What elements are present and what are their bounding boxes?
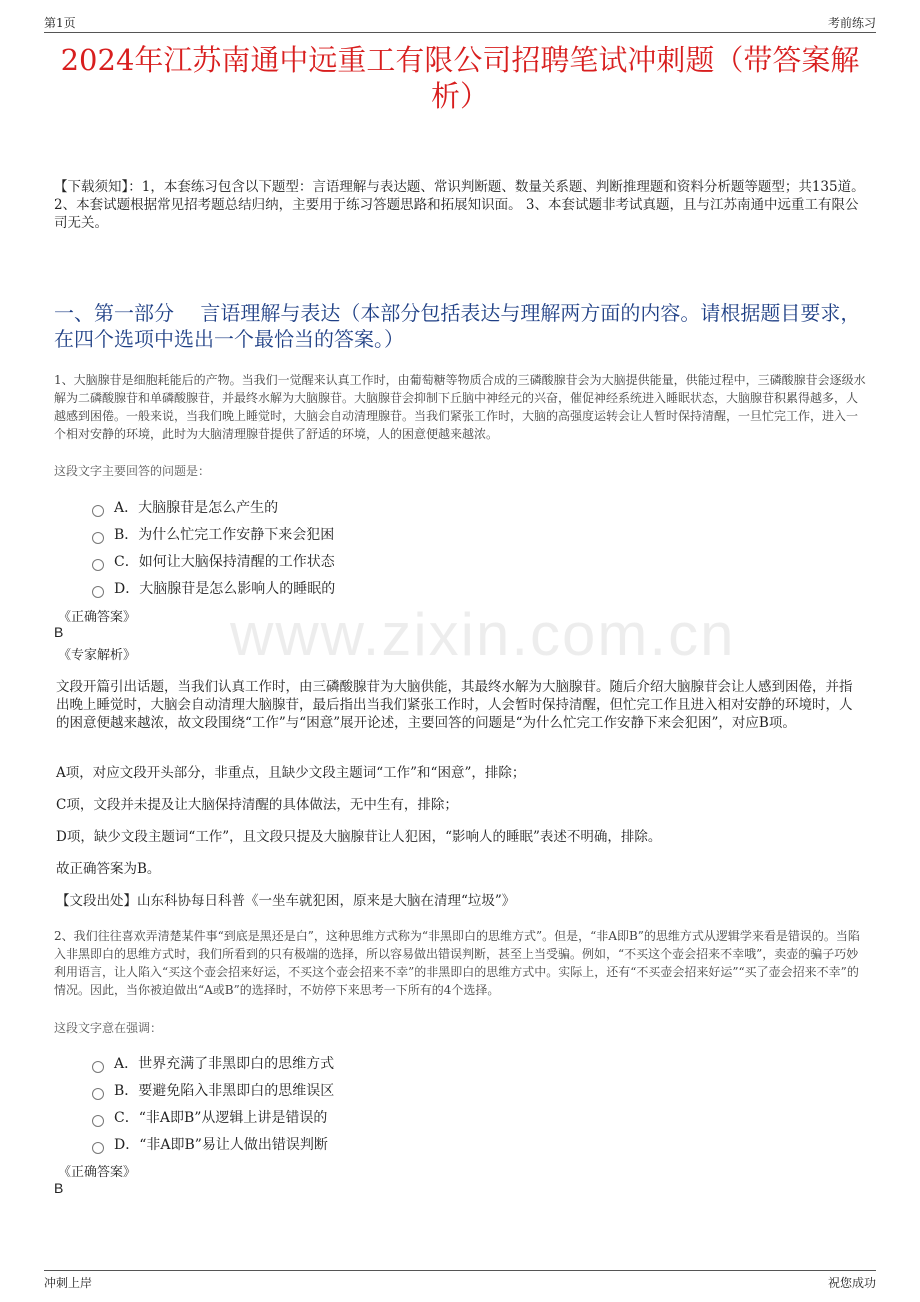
header-label: 考前练习 xyxy=(827,16,876,30)
section-heading: 一、第一部分 言语理解与表达（本部分包括表达与理解两方面的内容。请根据题目要求，在四个选项中选出一个最恰当的答案。） xyxy=(54,301,861,351)
answer-tag: 《正确答案》 xyxy=(58,1165,137,1180)
page-footer xyxy=(44,1270,876,1291)
question-2-prompt: 这段文字意在强调： xyxy=(54,1021,163,1035)
option-label: B．为什么忙完工作安静下来会犯困 xyxy=(114,526,335,543)
answer-value: B xyxy=(54,1180,64,1196)
download-notice: 【下载须知】：1，本套练习包含以下题型：言语理解与表达题、常识判断题、数量关系题、判断推理题和资料分析题等题型；共135道。 2、本套试题根据常见招考题总结归纳，主要用于练习答题思路和拓展知识面。 3、本套试题非考试真题，且与江苏南通中远重工有限公司无关。 xyxy=(54,179,865,231)
option-b[interactable] xyxy=(92,521,335,548)
page-header xyxy=(44,12,876,33)
question-2-options xyxy=(92,1050,334,1158)
radio-icon[interactable] xyxy=(92,1142,104,1154)
option-label: B．要避免陷入非黑即白的思维误区 xyxy=(114,1082,335,1099)
analysis-note: D项，缺少文段主题词“工作”，且文段只提及大脑腺苷让人犯困，“影响人的睡眠”表述不明确，排除。 xyxy=(56,829,662,845)
option-label: D．大脑腺苷是怎么影响人的睡眠的 xyxy=(114,580,336,597)
option-a[interactable] xyxy=(92,494,335,521)
analysis-tag: 《专家解析》 xyxy=(58,648,137,663)
radio-icon[interactable] xyxy=(92,559,104,571)
radio-icon[interactable] xyxy=(92,586,104,598)
watermark: www.zixin.com.cn xyxy=(230,601,736,668)
option-d[interactable] xyxy=(92,575,335,602)
option-label: A．世界充满了非黑即白的思维方式 xyxy=(114,1055,335,1072)
footer-right: 祝您成功 xyxy=(827,1276,876,1290)
radio-icon[interactable] xyxy=(92,505,104,517)
question-1-text: 1、大脑腺苷是细胞耗能后的产物。当我们一觉醒来认真工作时，由葡萄糖等物质合成的三磷酸腺苷会为大脑提供能量，供能过程中，三磷酸腺苷会逐级水解为二磷酸腺苷和单磷酸腺苷，并最终水解为大脑腺苷。大脑腺苷会抑制下丘脑中神经元的兴奋，催促神经系统进入睡眠状态，大脑腺苷积累得越多，人越感到困倦。一般来说，当我们晚上睡觉时，大脑会自动清理腺苷。当我们紧张工作时，大脑的高强度运转会让人暂时保持清醒，一旦忙完工作，进入一个相对安静的环境，此时为大脑清理腺苷提供了舒适的环境，人的困意便越来越浓。 xyxy=(54,373,866,441)
radio-icon[interactable] xyxy=(92,532,104,544)
page-number: 第1页 xyxy=(44,16,76,30)
answer-value: B xyxy=(54,624,64,640)
option-c[interactable] xyxy=(92,1104,334,1131)
analysis-text: 文段开篇引出话题，当我们认真工作时，由三磷酸腺苷为大脑供能，其最终水解为大脑腺苷。随后介绍大脑腺苷会让人感到困倦，并指出晚上睡觉时，大脑会自动清理大脑腺苷，最后指出当我们紧张工作时，人会暂时保持清醒，但忙完工作且进入相对安静的环境时，人的困意便越来越浓，故文段围绕“工作”与“困意”展开论述，主要回答的问题是“为什么忙完工作安静下来会犯困”，对应B项。 xyxy=(56,679,853,731)
analysis-source: 【文段出处】山东科协每日科普《一坐车就犯困，原来是大脑在清理“垃圾”》 xyxy=(56,893,516,909)
question-1-prompt: 这段文字主要回答的问题是： xyxy=(54,464,211,478)
document-title: 2024年江苏南通中远重工有限公司招聘笔试冲刺题（带答案解析） xyxy=(60,43,860,113)
option-label: A．大脑腺苷是怎么产生的 xyxy=(114,499,279,516)
option-label: D．“非A即B”易让人做出错误判断 xyxy=(114,1136,328,1153)
analysis-note: C项，文段并未提及让大脑保持清醒的具体做法，无中生有，排除； xyxy=(56,797,458,813)
answer-tag: 《正确答案》 xyxy=(58,610,137,625)
analysis-note: A项，对应文段开头部分，非重点，且缺少文段主题词“工作”和“困意”，排除； xyxy=(56,765,526,781)
radio-icon[interactable] xyxy=(92,1088,104,1100)
analysis-conclusion: 故正确答案为B。 xyxy=(56,861,161,877)
option-label: C．如何让大脑保持清醒的工作状态 xyxy=(114,553,335,570)
option-b[interactable] xyxy=(92,1077,334,1104)
question-1-options xyxy=(92,494,335,602)
option-d[interactable] xyxy=(92,1131,334,1158)
footer-left: 冲刺上岸 xyxy=(44,1276,93,1290)
option-c[interactable] xyxy=(92,548,335,575)
question-2-text: 2、我们往往喜欢弄清楚某件事“到底是黑还是白”，这种思维方式称为“非黑即白的思维方式”。但是，“非A即B”的思维方式从逻辑学来看是错误的。当陷入非黑即白的思维方式时，我们所看到的只有极端的选择，所以容易做出错误判断，甚至上当受骗。例如，“不买这个壶会招来不幸哦”，卖壶的骗子巧妙利用语言，让人陷入“买这个壶会招来好运，不买这个壶会招来不幸”的非黑即白的思维方式中。实际上，还有“不买壶会招来好运”“买了壶会招来不幸”的情况。因此，当你被迫做出“A或B”的选择时，不妨停下来思考一下所有的4个选择。 xyxy=(54,929,860,997)
option-label: C．“非A即B”从逻辑上讲是错误的 xyxy=(114,1109,328,1126)
radio-icon[interactable] xyxy=(92,1115,104,1127)
option-a[interactable] xyxy=(92,1050,334,1077)
radio-icon[interactable] xyxy=(92,1061,104,1073)
